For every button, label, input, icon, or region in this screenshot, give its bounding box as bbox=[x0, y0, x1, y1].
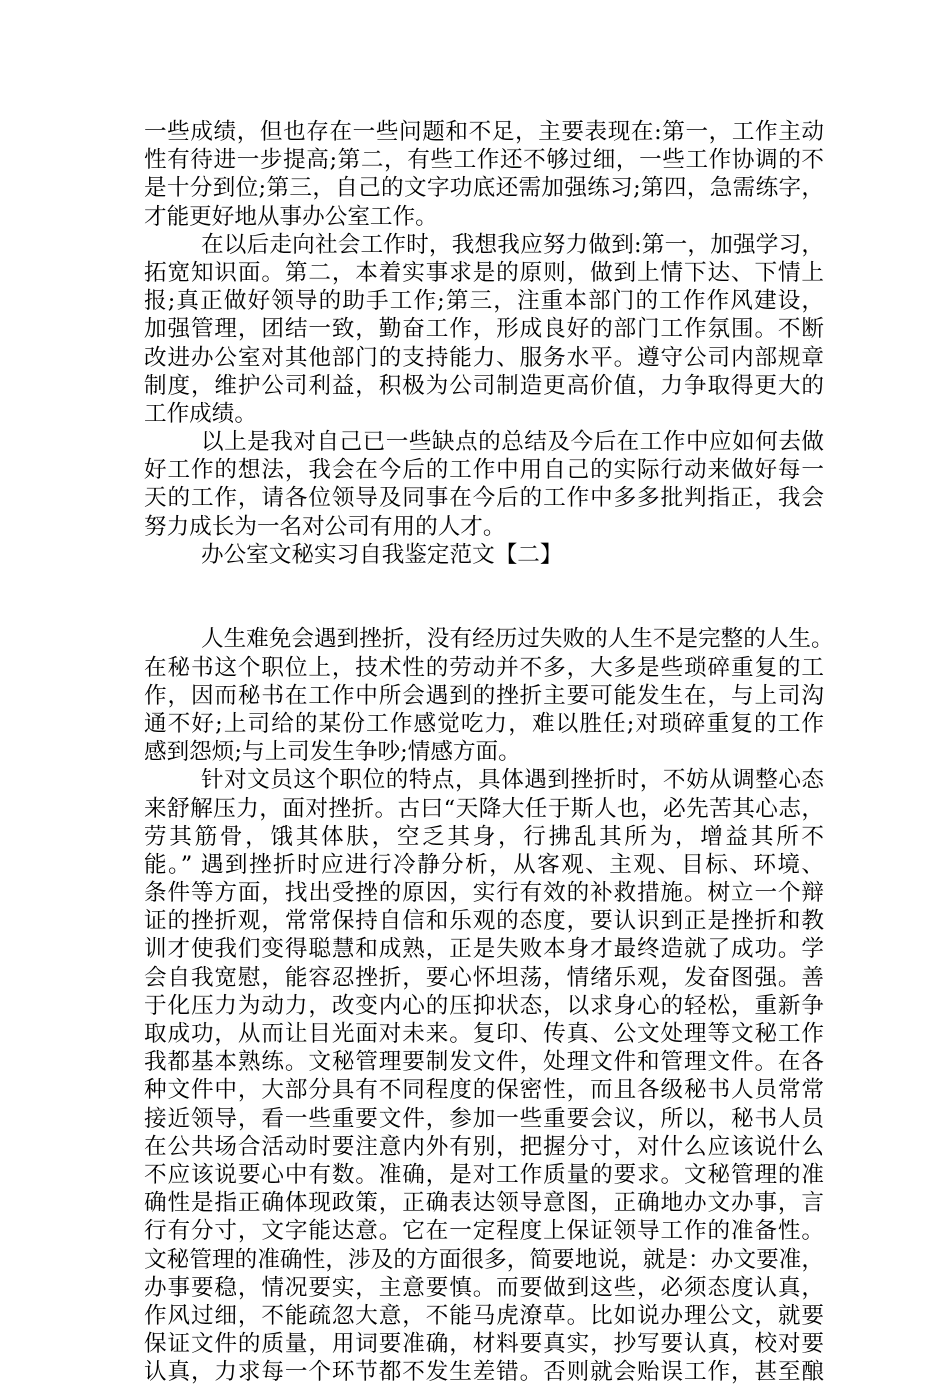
text-line: 天的工作，请各位领导及同事在今后的工作中多多批判指正，我会 bbox=[144, 485, 824, 512]
text-line: 一些成绩，但也存在一些问题和不足，主要表现在:第一，工作主动 bbox=[144, 119, 824, 145]
text-line: 才能更好地从事办公室工作。 bbox=[144, 203, 438, 230]
text-line: 制度，维护公司利益，积极为公司制造更高价值，力争取得更大的 bbox=[144, 372, 824, 399]
text-line: 来舒解压力，面对挫折。古曰“天降大任于斯人也，必先苦其心志， bbox=[144, 795, 824, 822]
text-line: 作风过细，不能疏忽大意，不能马虎潦草。比如说办理公文，就要 bbox=[144, 1302, 824, 1329]
blank-space bbox=[144, 569, 824, 625]
text-line: 行有分寸，文字能达意。它在一定程度上保证领导工作的准备性。 bbox=[144, 1218, 824, 1245]
text-line: 条件等方面，找出受挫的原因，实行有效的补救措施。树立一个辩 bbox=[144, 880, 824, 907]
section-heading: 办公室文秘实习自我鉴定范文【二】 bbox=[201, 541, 563, 568]
text-line: 加强管理，团结一致，勤奋工作，形成良好的部门工作氛围。不断 bbox=[144, 316, 824, 343]
text-line: 工作成绩。 bbox=[144, 400, 257, 427]
text-line: 报;真正做好领导的助手工作;第三，注重本部门的工作作风建设， bbox=[144, 288, 824, 315]
text-line: 于化压力为动力，改变内心的压抑状态，以求身心的轻松，重新争 bbox=[144, 992, 824, 1019]
text-line: 是十分到位;第三，自己的文字功底还需加强练习;第四，急需练字， bbox=[144, 175, 824, 202]
text-line: 保证文件的质量，用词要准确，材料要真实，抄写要认真，校对要 bbox=[144, 1331, 824, 1358]
paragraph bbox=[144, 231, 824, 428]
paragraph bbox=[144, 118, 824, 231]
text-line: 办事要稳，情况要实，主意要慎。而要做到这些，必须态度认真， bbox=[144, 1274, 824, 1301]
paragraph bbox=[144, 625, 834, 766]
text-line: 确性是指正确体现政策，正确表达领导意图，正确地办文办事，言 bbox=[144, 1190, 824, 1217]
paragraph bbox=[144, 428, 824, 541]
text-line: 劳其筋骨，饿其体肤，空乏其身，行拂乱其所为，增益其所不 bbox=[144, 823, 824, 850]
text-line: 好工作的想法，我会在今后的工作中用自己的实际行动来做好每一 bbox=[144, 457, 824, 484]
text-line: 在秘书这个职位上，技术性的劳动并不多，大多是些琐碎重复的工 bbox=[144, 654, 824, 681]
text-line: 努力成长为一名对公司有用的人才。 bbox=[144, 513, 506, 540]
text-line: 能。” 遇到挫折时应进行冷静分析，从客观、主观、目标、环境、 bbox=[144, 851, 824, 878]
text-line: 人生难免会遇到挫折，没有经历过失败的人生不是完整的人生。 bbox=[201, 626, 834, 653]
text-line: 接近领导，看一些重要文件，参加一些重要会议，所以，秘书人员 bbox=[144, 1105, 824, 1132]
text-line: 作，因而秘书在工作中所会遇到的挫折主要可能发生在，与上司沟 bbox=[144, 682, 824, 709]
text-line: 我都基本熟练。文秘管理要制发文件，处理文件和管理文件。在各 bbox=[144, 1049, 824, 1076]
text-line: 训才使我们变得聪慧和成熟，正是失败本身才最终造就了成功。学 bbox=[144, 936, 824, 963]
text-line: 认真，力求每一个环节都不发生差错。否则就会贻误工作，甚至酿 bbox=[144, 1359, 824, 1386]
paragraph bbox=[144, 766, 824, 1386]
text-line: 取成功，从而让目光面对未来。复印、传真、公文处理等文秘工作 bbox=[144, 1021, 824, 1048]
document-page bbox=[144, 118, 834, 1386]
text-line: 文秘管理的准确性，涉及的方面很多，简要地说，就是：办文要准， bbox=[144, 1246, 824, 1273]
text-line: 不应该说要心中有数。准确，是对工作质量的要求。文秘管理的准 bbox=[144, 1161, 824, 1188]
text-line: 种文件中，大部分具有不同程度的保密性，而且各级秘书人员常常 bbox=[144, 1077, 824, 1104]
text-line: 在以后走向社会工作时，我想我应努力做到:第一，加强学习， bbox=[201, 231, 824, 258]
text-line: 改进办公室对其他部门的支持能力、服务水平。遵守公司内部规章 bbox=[144, 344, 824, 371]
text-line: 针对文员这个职位的特点，具体遇到挫折时，不妨从调整心态 bbox=[201, 767, 824, 794]
text-line: 拓宽知识面。第二，本着实事求是的原则，做到上情下达、下情上 bbox=[144, 259, 824, 286]
text-line: 感到怨烦;与上司发生争吵;情感方面。 bbox=[144, 739, 521, 766]
text-line: 性有待进一步提高;第二，有些工作还不够过细，一些工作协调的不 bbox=[144, 147, 824, 174]
text-line: 会自我宽慰，能容忍挫折，要心怀坦荡，情绪乐观，发奋图强。善 bbox=[144, 964, 824, 991]
text-line: 证的挫折观，常常保持自信和乐观的态度，要认识到正是挫折和教 bbox=[144, 908, 824, 935]
text-line: 在公共场合活动时要注意内外有别，把握分寸，对什么应该说什么 bbox=[144, 1133, 824, 1160]
text-line: 以上是我对自己已一些缺点的总结及今后在工作中应如何去做 bbox=[201, 429, 824, 456]
text-line: 通不好;上司给的某份工作感觉吃力，难以胜任;对琐碎重复的工作 bbox=[144, 710, 824, 737]
